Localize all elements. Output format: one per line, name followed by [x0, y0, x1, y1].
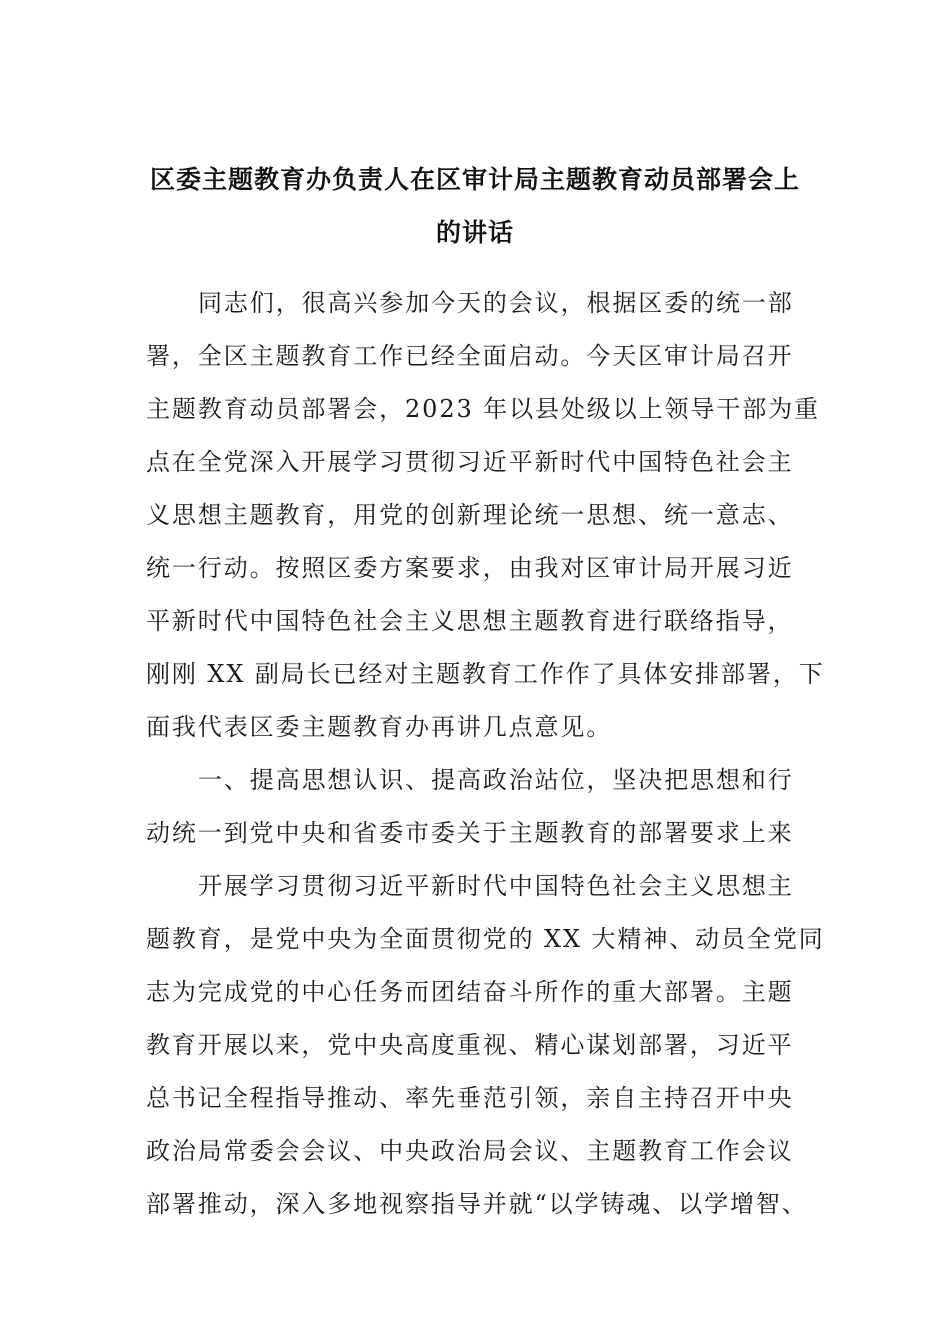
section-heading-line: 一、提高思想认识、提高政治站位，坚决把思想和行 — [198, 766, 794, 794]
paragraph-line: 同志们，很高兴参加今天的会议，根据区委的统一部 — [198, 289, 794, 317]
paragraph-line: 署，全区主题教育工作已经全面启动。今天区审计局召开 — [146, 342, 794, 370]
paragraph-line: 总书记全程指导推动、率先垂范引领，亲自主持召开中央 — [146, 1084, 794, 1112]
paragraph-line: 面我代表区委主题教育办再讲几点意见。 — [146, 713, 613, 741]
paragraph-line: 刚刚 XX 副局长已经对主题教育工作作了具体安排部署，下 — [146, 660, 825, 688]
paragraph-line: 题教育，是党中央为全面贯彻党的 XX 大精神、动员全党同 — [146, 925, 825, 953]
section-heading-line: 动统一到党中央和省委市委关于主题教育的部署要求上来 — [146, 819, 794, 847]
paragraph-line: 部署推动，深入多地视察指导并就“以学铸魂、以学增智、 — [146, 1190, 808, 1218]
paragraph-line: 志为完成党的中心任务而团结奋斗所作的重大部署。主题 — [146, 978, 794, 1006]
paragraph-line: 开展学习贯彻习近平新时代中国特色社会主义思想主 — [198, 872, 794, 900]
paragraph-line: 主题教育动员部署会，2023 年以县处级以上领导干部为重 — [146, 395, 820, 423]
document-title-line-1: 区委主题教育办负责人在区审计局主题教育动员部署会上 — [149, 165, 800, 194]
document-title-line-2: 的讲话 — [435, 218, 514, 247]
paragraph-line: 义思想主题教育，用党的创新理论统一思想、统一意志、 — [146, 501, 794, 529]
paragraph-line: 教育开展以来，党中央高度重视、精心谋划部署，习近平 — [146, 1031, 794, 1059]
paragraph-line: 政治局常委会会议、中央政治局会议、主题教育工作会议 — [146, 1137, 794, 1165]
paragraph-line: 点在全党深入开展学习贯彻习近平新时代中国特色社会主 — [146, 448, 794, 476]
paragraph-line: 平新时代中国特色社会主义思想主题教育进行联络指导， — [146, 607, 794, 635]
paragraph-line: 统一行动。按照区委方案要求，由我对区审计局开展习近 — [146, 554, 794, 582]
